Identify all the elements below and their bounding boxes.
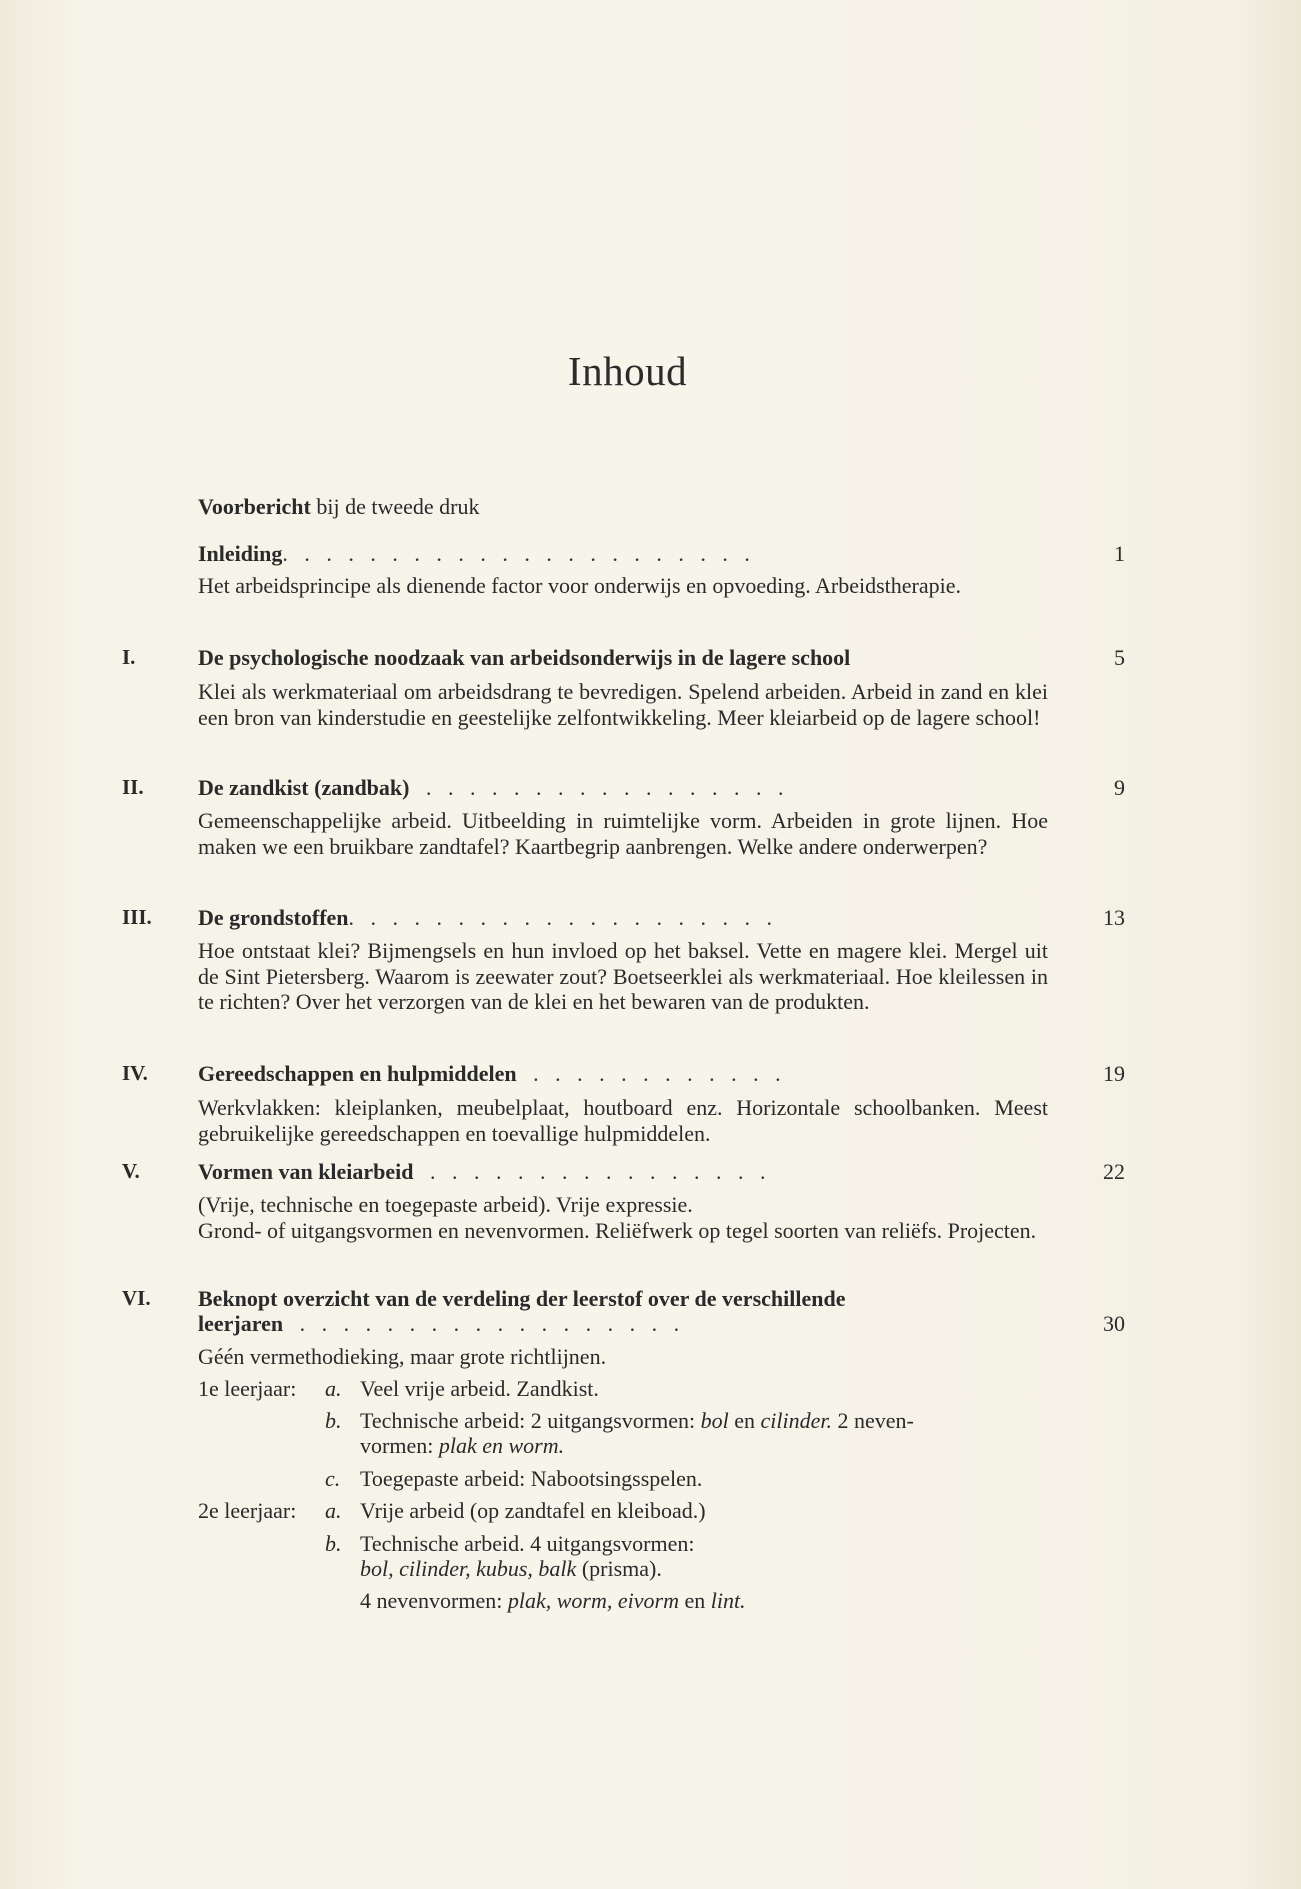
leader-dots: . . . . . . . . . . . . . . . . . . . . . . xyxy=(282,541,750,566)
item-text-cont: 4 nevenvormen: plak, worm, eivorm en lint. xyxy=(360,1588,746,1613)
chapter-desc: Gemeenschappelijke arbeid. Uitbeelding in ruimtelijke vorm. Arbeiden in grote lijnen. Hoe maken we een bruikbare zandtafel? Kaartbegrip aanbrengen. Welke andere onderwerpen? xyxy=(198,808,1048,859)
chapter-desc: Klei als werkmateriaal om arbeidsdrang te bevredigen. Spelend arbeiden. Arbeid in zand en klei een bron van kinderstudie en geestelijke zelfontwikkeling. Meer kleiarbeid op de lagere school! xyxy=(198,679,1048,730)
chapter-page: 22 xyxy=(1103,1159,1125,1184)
chapter-title: De psychologische noodzaak van arbeidsonderwijs in de lagere school xyxy=(198,645,851,670)
voorbericht-rest: bij de tweede druk xyxy=(310,494,480,519)
chapter-numeral: III. xyxy=(122,905,152,929)
leader-dots: . . . . . . . . . . . . . . . . . . . . xyxy=(348,905,773,930)
item-letter: b. xyxy=(325,1408,342,1433)
chapter-title: De zandkist (zandbak) . . . . . . . . . . . . . . . . . xyxy=(198,775,784,800)
leader-dots: . . . . . . . . . . . . . . . . xyxy=(413,1159,766,1184)
chapter-numeral: V. xyxy=(122,1159,140,1183)
chapter-title-line2: leerjaren . . . . . . . . . . . . . . . . . . xyxy=(198,1311,680,1336)
item-text: Technische arbeid. 4 uitgangsvormen: xyxy=(360,1531,695,1556)
chapter-numeral: II. xyxy=(122,775,144,799)
inleiding-desc: Het arbeidsprincipe als dienende factor voor onderwijs en opvoeding. Arbeidstherapie. xyxy=(198,573,962,598)
chapter-page: 19 xyxy=(1103,1061,1125,1086)
leader-dots: . . . . . . . . . . . . . . . . . . xyxy=(283,1311,680,1336)
chapter-title: Vormen van kleiarbeid . . . . . . . . . . . . . . . . xyxy=(198,1159,766,1184)
item-text: Toegepaste arbeid: Nabootsingsspelen. xyxy=(360,1466,703,1491)
chapter-title: De grondstoffen. . . . . . . . . . . . . . . . . . . . xyxy=(198,905,773,930)
chapter-page: 9 xyxy=(1114,775,1125,800)
chapter-numeral: IV. xyxy=(122,1061,148,1085)
leader-dots: . . . . . . . . . . . . xyxy=(516,1061,781,1086)
chapter-desc-2: Grond- of uitgangsvormen en nevenvormen. Reliëfwerk op tegel soorten van reliëfs. Projecten. xyxy=(198,1218,1037,1243)
item-text-cont: vormen: plak en worm. xyxy=(360,1433,565,1458)
item-text-cont: bol, cilinder, kubus, balk (prisma). xyxy=(360,1556,662,1581)
toc-inleiding xyxy=(198,541,1048,566)
inleiding-page: 1 xyxy=(1114,541,1125,566)
item-letter: c. xyxy=(325,1466,341,1491)
chapter-page: 5 xyxy=(1114,645,1125,670)
item-text: Veel vrije arbeid. Zandkist. xyxy=(360,1376,599,1401)
voorbericht-bold: Voorbericht xyxy=(198,494,311,519)
leader-dots: . . . . . . . . . . . . . . . . . xyxy=(409,775,784,800)
chapter-desc: Werkvlakken: kleiplanken, meubelplaat, houtboard enz. Horizontale schoolbanken. Meest gebruikelijke gereedschappen en toevallige hulpmiddelen. xyxy=(198,1095,1048,1146)
chapter-page: 30 xyxy=(1103,1311,1125,1336)
chapter-title: Gereedschappen en hulpmiddelen . . . . . . . . . . . . xyxy=(198,1061,781,1086)
page-title: Inhoud xyxy=(567,348,688,394)
chapter-desc-1: (Vrije, technische en toegepaste arbeid). Vrije expressie. xyxy=(198,1192,693,1217)
chapter-title-line1: Beknopt overzicht van de verdeling der leerstof over de verschillende xyxy=(198,1286,846,1311)
item-text: Technische arbeid: 2 uitgangsvormen: bol en cilinder. 2 neven- xyxy=(360,1408,914,1433)
item-text: Vrije arbeid (op zandtafel en kleiboad.) xyxy=(360,1498,706,1523)
year-breakdown xyxy=(0,1376,1301,1636)
chapter-desc: Hoe ontstaat klei? Bijmengsels en hun invloed op het baksel. Vette en magere klei. Mergel uit de Sint Pietersberg. Waarom is zeewater zout? Boetseerklei als werkmateriaal. Hoe kleilessen in te richten? Over het verzorgen van de klei en het bewaren van de produkten. xyxy=(198,938,1048,1014)
chapter-numeral: I. xyxy=(122,645,136,669)
chapter-numeral: VI. xyxy=(122,1286,151,1310)
chapter-desc: Géén vermethodieking, maar grote richtlijnen. xyxy=(198,1344,607,1369)
chapter-page: 13 xyxy=(1103,905,1125,930)
inleiding-title: Inleiding xyxy=(198,541,283,566)
item-letter: b. xyxy=(325,1531,342,1556)
item-letter: a. xyxy=(325,1376,342,1401)
year2-label: 2e leerjaar: xyxy=(198,1498,297,1523)
year1-label: 1e leerjaar: xyxy=(198,1376,297,1401)
toc-voorbericht xyxy=(198,494,1048,519)
item-letter: a. xyxy=(325,1498,342,1523)
